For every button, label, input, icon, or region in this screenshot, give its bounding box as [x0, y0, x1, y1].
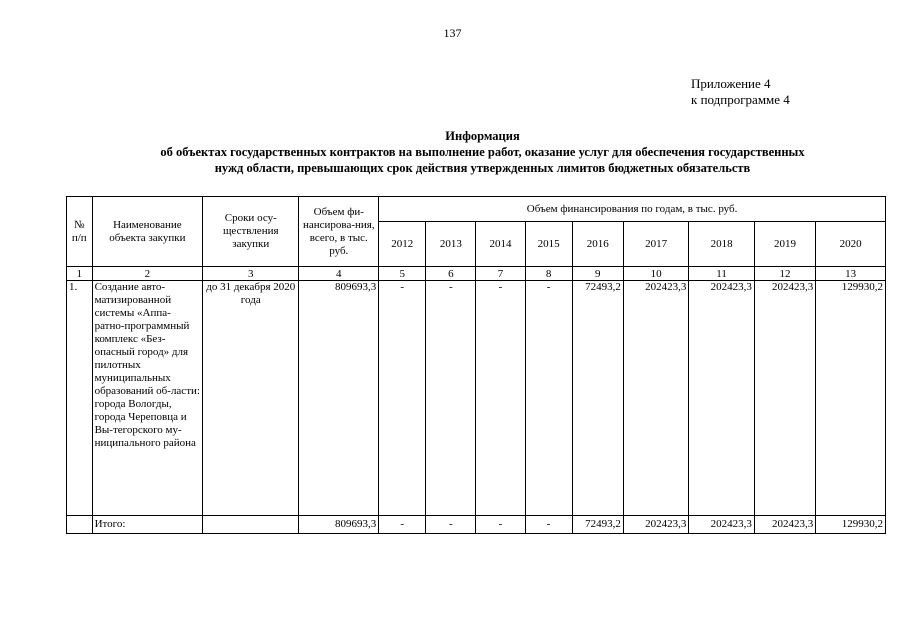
row-year-value: 202423,3 — [754, 281, 815, 516]
column-number: 10 — [623, 267, 689, 281]
header-volume: Объем фи-нансирова-ния, всего, в тыс. руб. — [299, 197, 379, 267]
row-name: Создание авто-матизированной системы «Аппа-ратно-программный комплекс «Без-опасный город» для пилотных муниципальных образований об-ласти: города Вологды, города Череповца и Вы-тегорского му-ниципального района — [92, 281, 203, 516]
header-year: 2013 — [426, 222, 476, 267]
row-year-value: 202423,3 — [689, 281, 755, 516]
total-label: Итого: — [92, 516, 203, 534]
row-total: 809693,3 — [299, 281, 379, 516]
header-year: 2020 — [816, 222, 886, 267]
title-line-2: об объектах государственных контрактов на выполнение работ, оказание услуг для обеспечения государственных — [160, 145, 805, 159]
total-year-value: 129930,2 — [816, 516, 886, 534]
column-number: 1 — [67, 267, 93, 281]
total-year-value: 202423,3 — [623, 516, 689, 534]
column-number: 13 — [816, 267, 886, 281]
column-number: 9 — [572, 267, 623, 281]
row-num: 1. — [67, 281, 93, 516]
table-row — [67, 281, 886, 516]
financing-table — [66, 196, 886, 534]
total-year-value: - — [426, 516, 476, 534]
column-number: 8 — [525, 267, 572, 281]
row-term: до 31 декабря 2020 года — [203, 281, 299, 516]
appendix-line-2: к подпрограмме 4 — [691, 92, 790, 107]
header-year: 2015 — [525, 222, 572, 267]
column-number: 6 — [426, 267, 476, 281]
appendix-reference — [691, 76, 790, 108]
title-line-3: нужд области, превышающих срок действия утвержденных лимитов бюджетных обязательств — [214, 161, 751, 175]
total-num — [67, 516, 93, 534]
total-year-value: 202423,3 — [754, 516, 815, 534]
row-year-value: - — [476, 281, 525, 516]
column-number: 4 — [299, 267, 379, 281]
row-year-value: 202423,3 — [623, 281, 689, 516]
row-year-value: 129930,2 — [816, 281, 886, 516]
total-year-value: 202423,3 — [689, 516, 755, 534]
column-number: 5 — [379, 267, 426, 281]
row-year-value: 72493,2 — [572, 281, 623, 516]
column-number: 7 — [476, 267, 525, 281]
total-year-value: - — [476, 516, 525, 534]
column-number: 11 — [689, 267, 755, 281]
row-year-value: - — [525, 281, 572, 516]
header-year: 2012 — [379, 222, 426, 267]
total-row — [67, 516, 886, 534]
header-year: 2019 — [754, 222, 815, 267]
title-line-1: Информация — [445, 129, 520, 143]
total-sum: 809693,3 — [299, 516, 379, 534]
header-year: 2014 — [476, 222, 525, 267]
total-year-value: 72493,2 — [572, 516, 623, 534]
header-by-years: Объем финансирования по годам, в тыс. руб. — [379, 197, 886, 222]
column-number: 12 — [754, 267, 815, 281]
total-term — [203, 516, 299, 534]
header-num: № п/п — [67, 197, 93, 267]
header-name: Наименование объекта закупки — [92, 197, 203, 267]
page-number: 137 — [443, 26, 462, 40]
column-numbers-row — [67, 267, 886, 281]
column-number: 3 — [203, 267, 299, 281]
header-year: 2017 — [623, 222, 689, 267]
total-year-value: - — [379, 516, 426, 534]
document-title — [60, 128, 905, 176]
row-year-value: - — [426, 281, 476, 516]
row-year-value: - — [379, 281, 426, 516]
header-year: 2018 — [689, 222, 755, 267]
column-number: 2 — [92, 267, 203, 281]
appendix-line-1: Приложение 4 — [691, 76, 771, 91]
total-year-value: - — [525, 516, 572, 534]
header-term: Сроки осу-ществления закупки — [203, 197, 299, 267]
header-year: 2016 — [572, 222, 623, 267]
